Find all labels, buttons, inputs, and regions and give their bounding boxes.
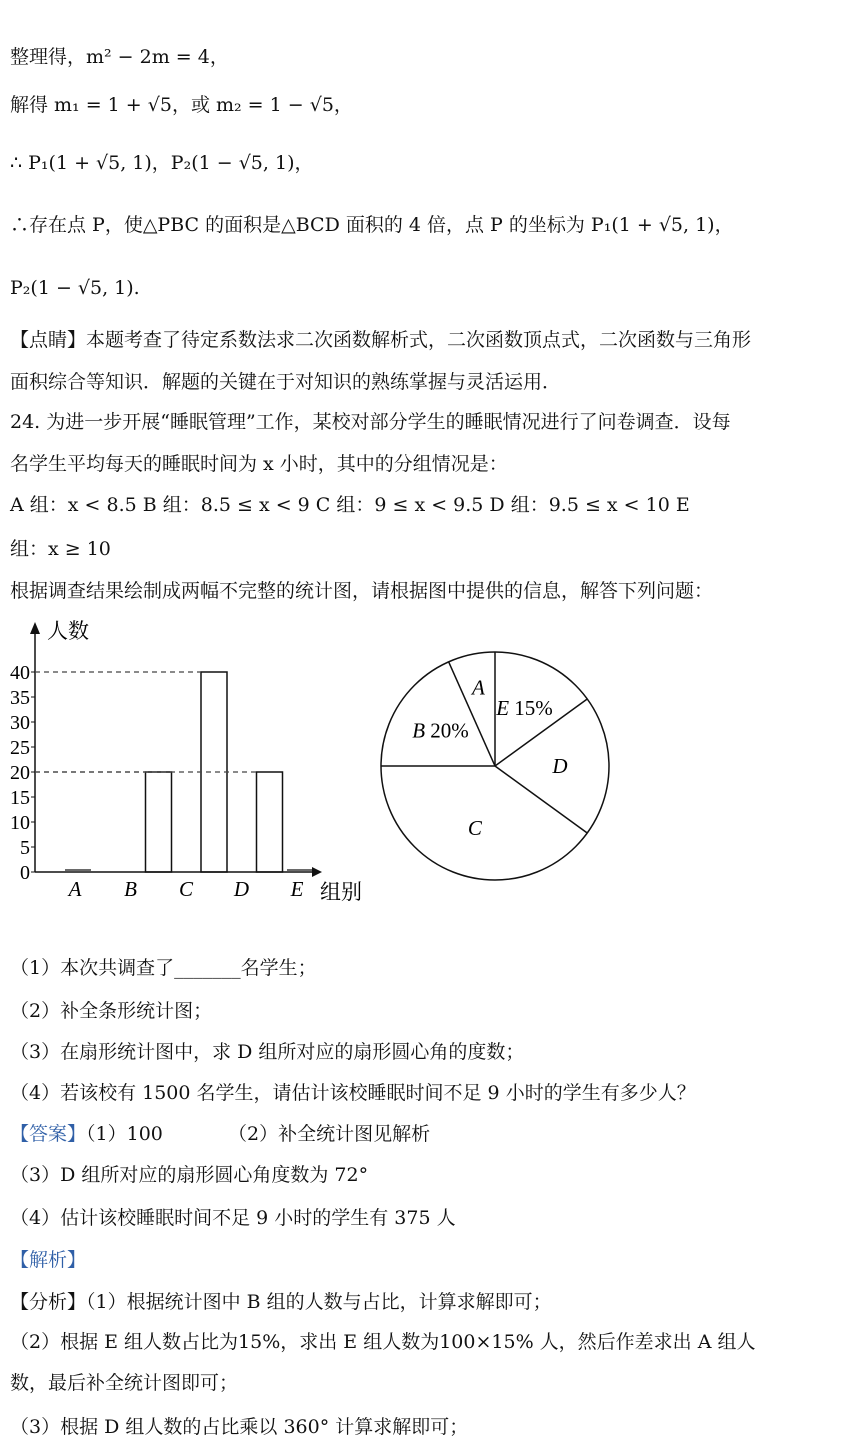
y-tick-label: 15 — [10, 787, 30, 809]
text-line-l13: （1）本次共调查了_______名学生； — [10, 957, 317, 979]
text-line-l16: （4）若该校有 1500 名学生，请估计该校睡眠时间不足 9 小时的学生有多少人？ — [10, 1082, 696, 1104]
text-line-l1: 整理得，m² − 2m = 4， — [10, 46, 229, 68]
pie-chart — [381, 652, 609, 880]
y-tick-label: 0 — [20, 862, 30, 884]
text-line-l23: （3）根据 D 组人数的占比乘以 360° 计算求解即可； — [10, 1416, 469, 1438]
y-axis-label: 人数 — [47, 619, 89, 643]
x-axis-label: 组别 — [320, 880, 362, 904]
x-tick-label-C: C — [178, 877, 194, 901]
x-tick-label-B: B — [124, 877, 137, 901]
bar-chart — [10, 619, 362, 904]
bar-B — [146, 772, 172, 872]
text-line-l7: 面积综合等知识．解题的关键在于对知识的熟练掌握与灵活运用． — [10, 371, 562, 393]
text-line-l18: （3）D 组所对应的扇形圆心角度数为 72° — [10, 1164, 369, 1186]
y-tick-label: 5 — [20, 837, 30, 859]
text-line-l15: （3）在扇形统计图中，求 D 组所对应的扇形圆心角的度数； — [10, 1041, 525, 1063]
x-axis-arrow — [312, 867, 322, 877]
x-tick-label-D: D — [233, 877, 250, 901]
y-tick-label: 10 — [10, 812, 30, 834]
pie-label-C: C — [467, 815, 482, 840]
x-tick-label-E: E — [290, 877, 304, 901]
x-tick-label-A: A — [68, 877, 82, 901]
text-line-l11: 组：x ≥ 10 — [10, 538, 111, 560]
pie-divider-C — [495, 766, 587, 833]
text-line-l3: ∴ P₁(1 + √5, 1)，P₂(1 − √5, 1)， — [10, 152, 314, 174]
text-line-l17: （2）补全统计图见解析 — [228, 1123, 431, 1145]
text-line-l22: 数，最后补全统计图即可； — [10, 1372, 239, 1394]
text-line-l6: 【点睛】本题考查了待定系数法求二次函数解析式，二次函数顶点式，二次函数与三角形 — [10, 329, 752, 351]
statistics-svg — [0, 612, 845, 912]
y-tick-label: 25 — [10, 737, 30, 759]
text-line-l8: 24. 为进一步开展“睡眠管理”工作，某校对部分学生的睡眠情况进行了问卷调查．设每 — [10, 411, 731, 433]
y-tick-label: 20 — [10, 762, 30, 784]
statistics-figure — [0, 612, 845, 912]
pie-label-B: B 20% — [412, 718, 469, 743]
text-line-l19: （4）估计该校睡眠时间不足 9 小时的学生有 375 人 — [10, 1207, 456, 1229]
pie-label-E: E 15% — [496, 696, 553, 721]
answer-line — [10, 1119, 163, 1149]
y-tick-label: 30 — [10, 712, 30, 734]
text-line-l20: 【分析】（1）根据统计图中 B 组的人数与占比，计算求解即可； — [10, 1291, 552, 1313]
text-line-l12: 根据调查结果绘制成两幅不完整的统计图，请根据图中提供的信息，解答下列问题： — [10, 580, 714, 602]
text-line-l14: （2）补全条形统计图； — [10, 1000, 213, 1022]
text-line-l2: 解得 m₁ = 1 + √5，或 m₂ = 1 − √5， — [10, 94, 353, 116]
answer-part1: （1）100 — [86, 1123, 163, 1145]
text-line-l4: ∴存在点 P，使△PBC 的面积是△BCD 面积的 4 倍，点 P 的坐标为 P₁(1 + √5, 1)， — [10, 214, 734, 236]
bar-D — [257, 772, 283, 872]
text-line-l9: 名学生平均每天的睡眠时间为 x 小时，其中的分组情况是： — [10, 453, 508, 475]
bar-C — [201, 672, 227, 872]
text-line-l10: A 组：x < 8.5 B 组：8.5 ≤ x < 9 C 组：9 ≤ x < 9.5 D 组：9.5 ≤ x < 10 E — [10, 494, 690, 516]
answer-label: 【答案】 — [10, 1123, 87, 1145]
y-tick-label: 35 — [10, 687, 30, 709]
y-axis-arrow — [30, 622, 40, 634]
text-line-l21: （2）根据 E 组人数占比为15%，求出 E 组人数为100×15% 人，然后作差求出 A 组人 — [10, 1331, 756, 1353]
analysis-label: 【解析】 — [10, 1249, 87, 1271]
pie-label-A: A — [471, 675, 485, 700]
y-tick-label: 40 — [10, 662, 30, 684]
pie-label-D: D — [552, 754, 568, 778]
text-line-l5: P₂(1 − √5, 1). — [10, 277, 140, 299]
